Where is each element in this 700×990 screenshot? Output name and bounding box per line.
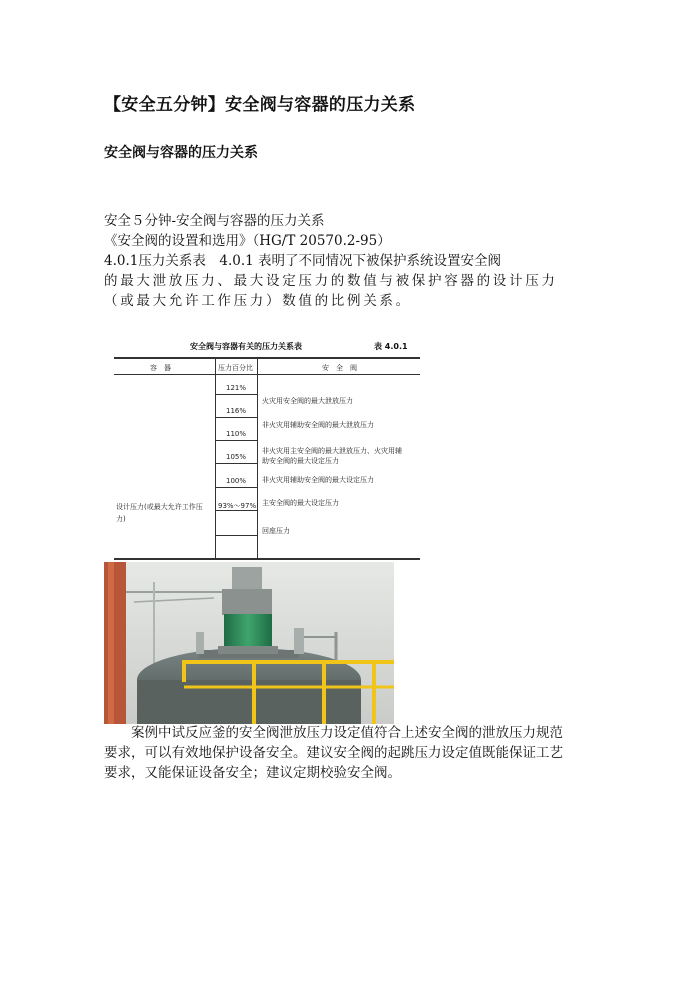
table-col-divider: [257, 357, 258, 558]
percentage-cell: 121%: [226, 384, 247, 392]
intro-line: （或最大允许工作压力）数值的比例关系。: [104, 293, 412, 309]
row-divider: [215, 535, 257, 536]
header-container: 容 器: [150, 364, 171, 372]
row-divider: [215, 463, 257, 464]
intro-paragraph: [104, 211, 594, 311]
valve-item: 回座压力: [262, 527, 290, 535]
percentage-cell: 93%～97%: [218, 502, 257, 510]
table-top-rule: [114, 357, 420, 359]
intro-line: 安全５分钟-安全阀与容器的压力关系: [104, 213, 325, 229]
body-line: 要求，可以有效地保护设备安全。建议安全阀的起跳压力设定值既能保证工艺: [104, 745, 563, 761]
body-paragraph: [104, 723, 600, 783]
intro-line: 的最大泄放压力、最大设定压力的数值与被保护容器的设计压力: [104, 273, 558, 289]
intro-line: 《安全阀的设置和选用》（HG/T 20570.2-95）: [104, 233, 391, 249]
intro-line: 4.0.1压力关系表 4.0.1 表明了不同情况下被保护系统设置安全阀: [104, 253, 501, 269]
valve-item: 助安全阀的最大设定压力: [262, 457, 339, 465]
percentage-cell: 105%: [226, 453, 247, 461]
valve-item: 非火灾用辅助安全阀的最大泄放压力: [262, 421, 374, 429]
percentage-cell: 116%: [226, 407, 247, 415]
percentage-cell: 110%: [226, 430, 247, 438]
table-caption: 安全阀与容器有关的压力关系表: [190, 342, 302, 351]
body-line: 案例中试反应釜的安全阀泄放压力设定值符合上述安全阀的泄放压力规范: [131, 725, 563, 741]
table-header-rule: [114, 374, 420, 375]
reactor-photo: [104, 562, 394, 724]
document-title: 【安全五分钟】安全阀与容器的压力关系: [104, 95, 416, 115]
valve-item: 非火灾用辅助安全阀的最大设定压力: [262, 476, 374, 484]
row-divider: [215, 440, 257, 441]
pressure-table-figure: [104, 330, 424, 560]
row-divider: [215, 417, 257, 418]
reactor-illustration: [104, 562, 394, 724]
container-label: 力): [116, 515, 126, 523]
valve-item: 火灾用安全阀的最大泄放压力: [262, 397, 353, 405]
valve-item: 主安全阀的最大设定压力: [262, 499, 339, 507]
table-number: 表 4.0.1: [374, 342, 408, 351]
container-label: 设计压力(或最大允许工作压: [116, 503, 203, 511]
table-bottom-rule: [114, 558, 420, 560]
header-safety-valve: 安 全 阀: [322, 364, 357, 372]
row-divider: [215, 487, 257, 488]
row-divider: [215, 394, 257, 395]
table-col-divider: [215, 357, 216, 558]
header-percentage: 压力百分比: [218, 364, 253, 372]
valve-item: 非火灾用主安全阀的最大泄放压力、火灾用辅: [262, 447, 402, 455]
percentage-cell: 100%: [226, 477, 247, 485]
document-subtitle: 安全阀与容器的压力关系: [104, 145, 258, 161]
body-line: 要求，又能保证设备安全；建议定期校验安全阀。: [104, 765, 401, 781]
